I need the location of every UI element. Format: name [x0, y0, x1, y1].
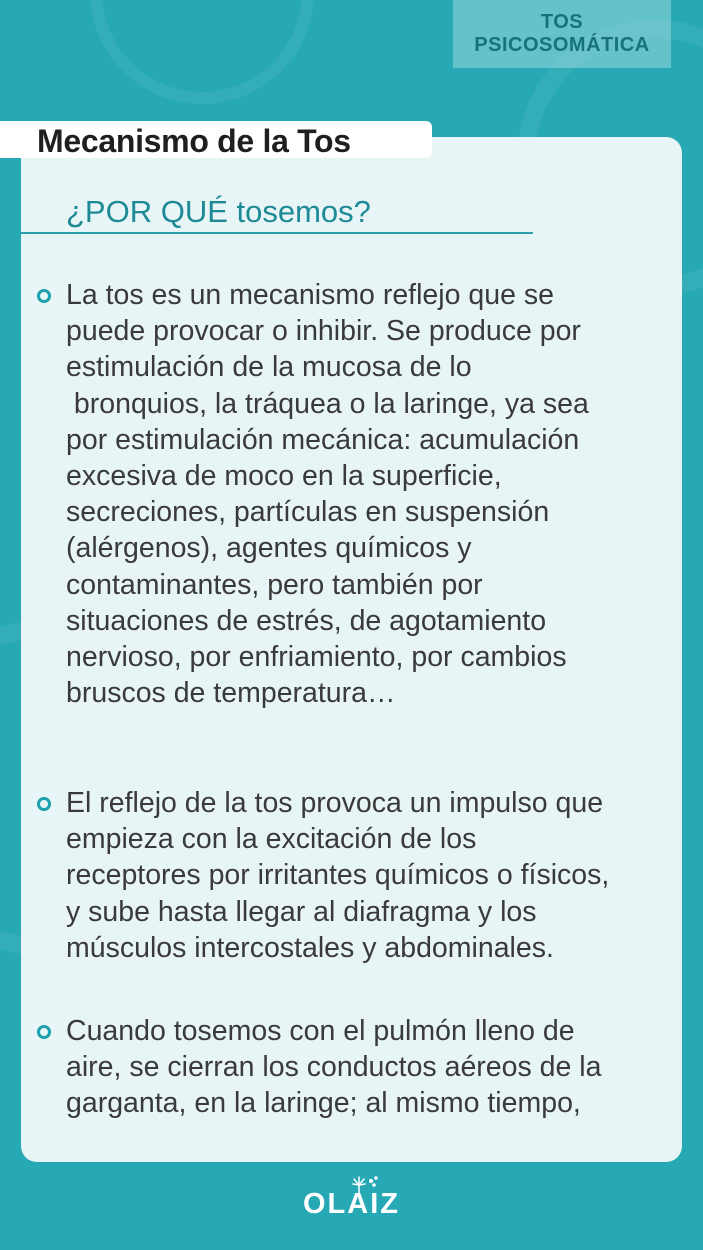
bullet-line: aire, se cierran los conductos aéreos de la	[66, 1051, 602, 1084]
bullet-circle-icon	[37, 1025, 51, 1039]
bullet-circle-icon	[37, 797, 51, 811]
bullet-line: secreciones, partículas en suspensión	[66, 496, 550, 529]
bullet-line: contaminantes, pero también por	[66, 568, 483, 601]
bullet-line: garganta, en la laringe; al mismo tiempo,	[66, 1087, 581, 1120]
bullet-line: bruscos de temperatura…	[66, 677, 396, 710]
bullet-line: La tos es un mecanismo reflejo que se	[66, 279, 554, 311]
bullet-item	[66, 785, 686, 966]
bullet-line: y sube hasta llegar al diafragma y los	[66, 895, 537, 928]
bullet-line: excesiva de moco en la superficie,	[66, 460, 502, 493]
bullet-circle-icon	[37, 289, 51, 303]
brand-logo: OLAIZ	[303, 1188, 400, 1220]
bullet-item	[66, 1013, 686, 1122]
bullet-line: (alérgenos), agentes químicos y	[66, 532, 472, 565]
bullet-item	[66, 277, 686, 711]
category-tag-line1: TOS	[540, 11, 584, 33]
bullet-line: receptores por irritantes químicos o físicos,	[66, 859, 610, 892]
bullet-line: empieza con la excitación de los	[66, 823, 477, 856]
bullet-line: Cuando tosemos con el pulmón lleno de	[66, 1015, 575, 1047]
bullet-line: nervioso, por enfriamiento, por cambios	[66, 641, 567, 674]
bullet-line: bronquios, la tráquea o la laringe, ya sea	[66, 387, 589, 420]
bullet-line: por estimulación mecánica: acumulación	[66, 423, 580, 456]
page-title: Mecanismo de la Tos	[37, 123, 351, 159]
section-subtitle: ¿POR QUÉ tosemos?	[66, 194, 371, 229]
background-swirl	[90, 0, 314, 104]
bullet-line: músculos intercostales y abdominales.	[66, 931, 554, 964]
bullet-line: puede provocar o inhibir. Se produce por	[66, 315, 581, 348]
bullet-line: situaciones de estrés, de agotamiento	[66, 604, 547, 637]
category-tag	[453, 0, 671, 68]
bullet-line: El reflejo de la tos provoca un impulso que	[66, 787, 604, 819]
bullet-line: estimulación de la mucosa de lo	[66, 351, 472, 384]
subtitle-underline	[21, 232, 533, 234]
category-tag-line2: PSICOSOMÁTICA	[474, 34, 650, 56]
